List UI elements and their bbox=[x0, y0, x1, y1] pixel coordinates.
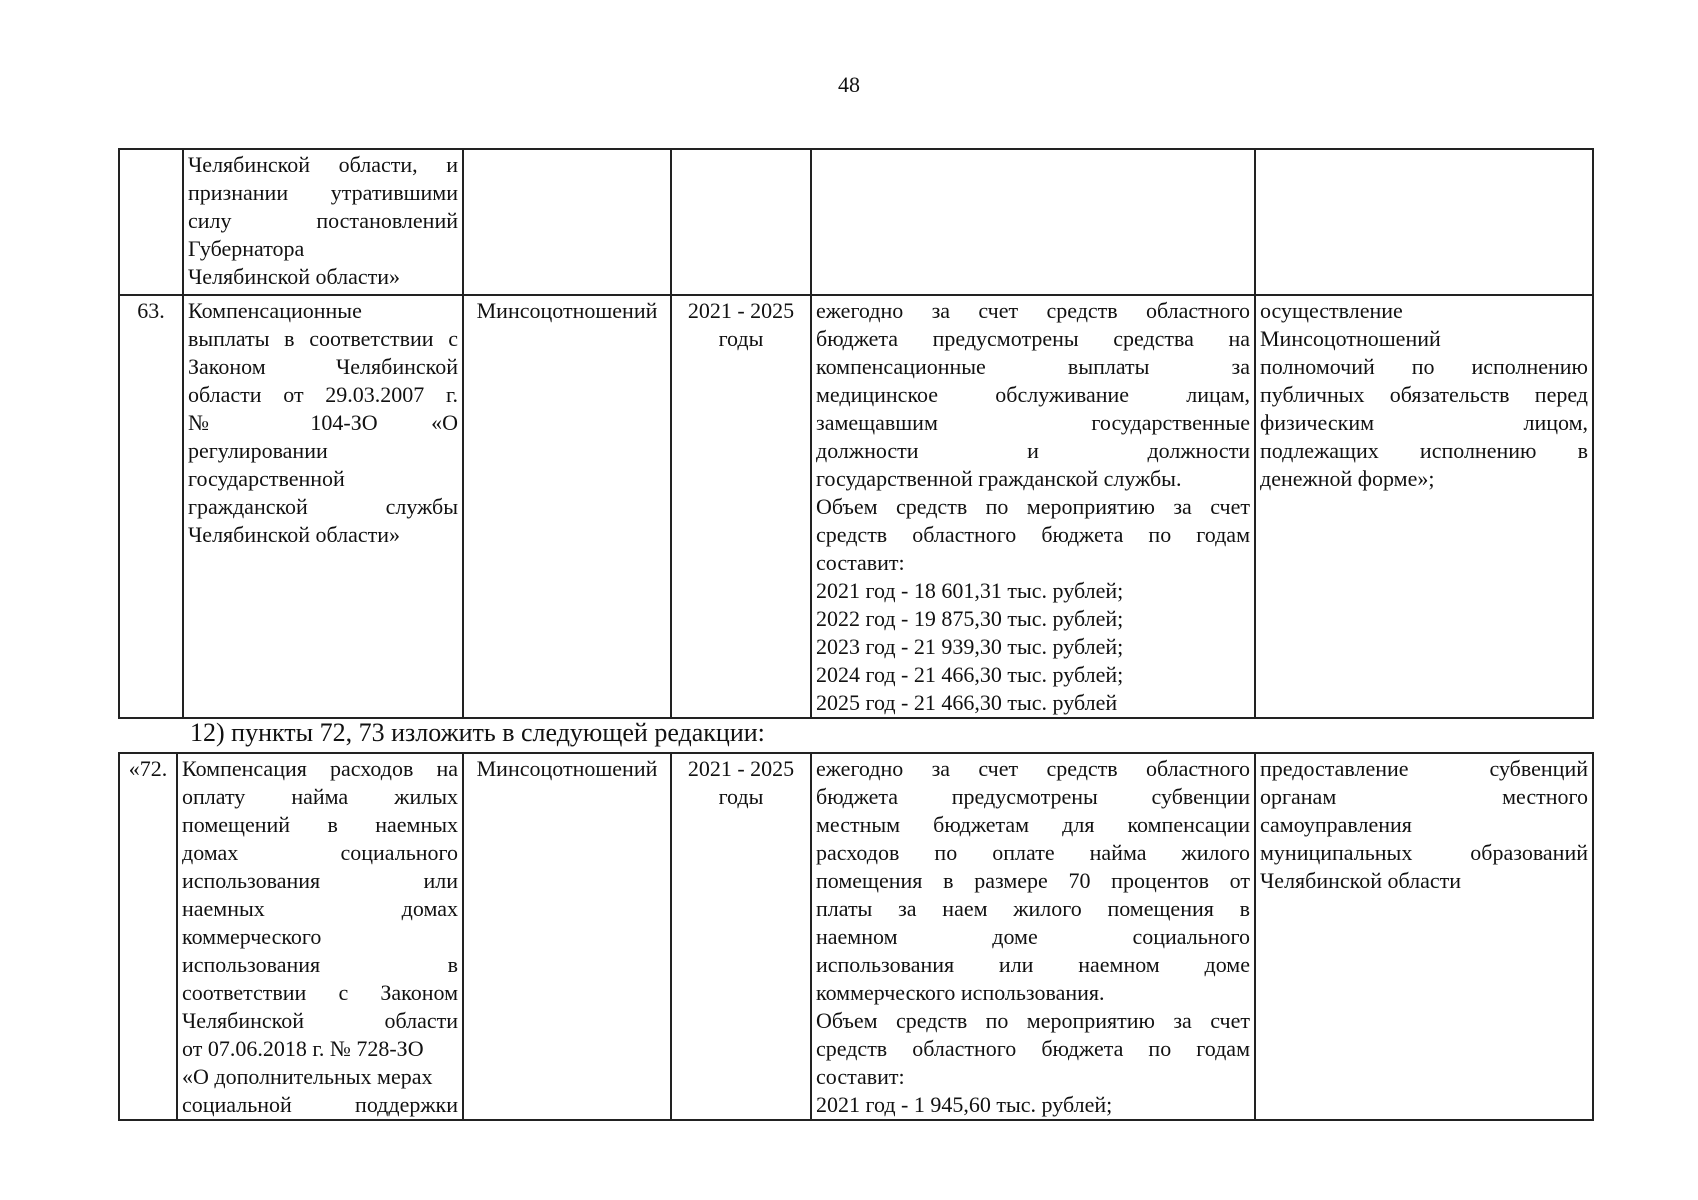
text-line: бюджета предусмотрены субвенции bbox=[816, 784, 1250, 809]
text-line: 2021 год - 18 601,31 тыс. рублей; bbox=[816, 578, 1124, 603]
text-line: Губернатора bbox=[188, 236, 305, 261]
text-line: социальной поддержки bbox=[182, 1092, 458, 1117]
cell-measure-name bbox=[183, 149, 463, 295]
text-line: Компенсационные bbox=[188, 298, 362, 323]
text-line: признании утратившими bbox=[188, 180, 458, 205]
cell-basis bbox=[1255, 295, 1593, 718]
text-line: замещавшим государственные bbox=[816, 410, 1250, 435]
text-line: полномочий по исполнению bbox=[1260, 354, 1588, 379]
text-line: Челябинской области, и bbox=[188, 152, 458, 177]
text-line: Законом Челябинской bbox=[188, 354, 458, 379]
text-line: местным бюджетам для компенсации bbox=[816, 812, 1250, 837]
text-line: Челябинской области bbox=[182, 1008, 458, 1033]
text-line: использования или наемном доме bbox=[816, 952, 1250, 977]
text-line: осуществление bbox=[1260, 298, 1403, 323]
text-line: физическим лицом, bbox=[1260, 410, 1588, 435]
cell-result bbox=[811, 149, 1255, 295]
text-line: силу постановлений bbox=[188, 208, 458, 233]
text-line: 2022 год - 19 875,30 тыс. рублей; bbox=[816, 606, 1124, 631]
text-line: средств областного бюджета по годам bbox=[816, 522, 1250, 547]
text-line: Минсоцотношений bbox=[1260, 326, 1441, 351]
table-row-63 bbox=[119, 295, 1593, 718]
text-line: ежегодно за счет средств областного bbox=[816, 298, 1250, 323]
cell-executor: Минсоцотношений bbox=[463, 295, 671, 718]
row-number: «72. bbox=[119, 753, 177, 1120]
text-line: предоставление субвенций bbox=[1260, 756, 1588, 781]
text-line: Челябинской области» bbox=[188, 264, 401, 289]
cell-basis bbox=[1255, 149, 1593, 295]
cell-period: 2021 - 2025 годы bbox=[671, 753, 811, 1120]
text-line: Объем средств по мероприятию за счет bbox=[816, 1008, 1250, 1033]
text-line: самоуправления bbox=[1260, 812, 1412, 837]
text-line: составит: bbox=[816, 1064, 905, 1089]
text-line: выплаты в соответствии с bbox=[188, 326, 458, 351]
text-line: 2024 год - 21 466,30 тыс. рублей; bbox=[816, 662, 1124, 687]
text-line: коммерческого использования. bbox=[816, 980, 1105, 1005]
text-line: наемном доме социального bbox=[816, 924, 1250, 949]
program-table-amended bbox=[118, 752, 1594, 1121]
text-line: денежной форме»; bbox=[1260, 466, 1435, 491]
text-line: соответствии с Законом bbox=[182, 980, 458, 1005]
text-line: должности и должности bbox=[816, 438, 1250, 463]
text-line: 2021 год - 1 945,60 тыс. рублей; bbox=[816, 1092, 1113, 1117]
text-line: государственной bbox=[188, 466, 345, 491]
text-line: оплату найма жилых bbox=[182, 784, 458, 809]
text-line: помещения в размере 70 процентов от bbox=[816, 868, 1250, 893]
cell-period bbox=[671, 149, 811, 295]
text-line: от 07.06.2018 г. № 728-ЗО bbox=[182, 1036, 424, 1061]
text-line: государственной гражданской службы. bbox=[816, 466, 1182, 491]
text-line: «О дополнительных мерах bbox=[182, 1064, 433, 1089]
text-line: 2023 год - 21 939,30 тыс. рублей; bbox=[816, 634, 1124, 659]
amendment-caption: 12) пункты 72, 73 изложить в следующей редакции: bbox=[190, 718, 765, 747]
row-number: 63. bbox=[119, 295, 183, 718]
cell-period: 2021 - 2025 годы bbox=[671, 295, 811, 718]
text-line: расходов по оплате найма жилого bbox=[816, 840, 1250, 865]
text-line: ежегодно за счет средств областного bbox=[816, 756, 1250, 781]
text-line: использования или bbox=[182, 868, 458, 893]
cell-measure-name bbox=[183, 295, 463, 718]
text-line: Объем средств по мероприятию за счет bbox=[816, 494, 1250, 519]
text-line: домах социального bbox=[182, 840, 458, 865]
text-line: гражданской службы bbox=[188, 494, 458, 519]
text-line: использования в bbox=[182, 952, 458, 977]
text-line: муниципальных образований bbox=[1260, 840, 1588, 865]
cell-result bbox=[811, 753, 1255, 1120]
text-line: 2025 год - 21 466,30 тыс. рублей bbox=[816, 690, 1118, 715]
text-line: Компенсация расходов на bbox=[182, 756, 458, 781]
text-line: бюджета предусмотрены средства на bbox=[816, 326, 1250, 351]
table-row-continuation bbox=[119, 149, 1593, 295]
cell-number bbox=[119, 149, 183, 295]
cell-executor: Минсоцотношений bbox=[463, 753, 671, 1120]
text-line: области от 29.03.2007 г. bbox=[188, 382, 458, 407]
text-line: органам местного bbox=[1260, 784, 1588, 809]
program-table-continued bbox=[118, 148, 1594, 719]
text-line: коммерческого bbox=[182, 924, 322, 949]
cell-measure-name bbox=[177, 753, 463, 1120]
text-line: Челябинской области bbox=[1260, 868, 1462, 893]
text-line: платы за наем жилого помещения в bbox=[816, 896, 1250, 921]
text-line: наемных домах bbox=[182, 896, 458, 921]
text-line: регулировании bbox=[188, 438, 328, 463]
text-line: № 104-ЗО «О bbox=[188, 410, 458, 435]
text-line: Челябинской области» bbox=[188, 522, 401, 547]
page-number: 48 bbox=[838, 72, 860, 97]
text-line: подлежащих исполнению в bbox=[1260, 438, 1588, 463]
text-line: помещений в наемных bbox=[182, 812, 458, 837]
text-line: компенсационные выплаты за bbox=[816, 354, 1250, 379]
cell-basis bbox=[1255, 753, 1593, 1120]
text-line: публичных обязательств перед bbox=[1260, 382, 1588, 407]
cell-executor bbox=[463, 149, 671, 295]
text-line: составит: bbox=[816, 550, 905, 575]
table-row-72 bbox=[119, 753, 1593, 1120]
cell-result bbox=[811, 295, 1255, 718]
text-line: средств областного бюджета по годам bbox=[816, 1036, 1250, 1061]
text-line: медицинское обслуживание лицам, bbox=[816, 382, 1250, 407]
